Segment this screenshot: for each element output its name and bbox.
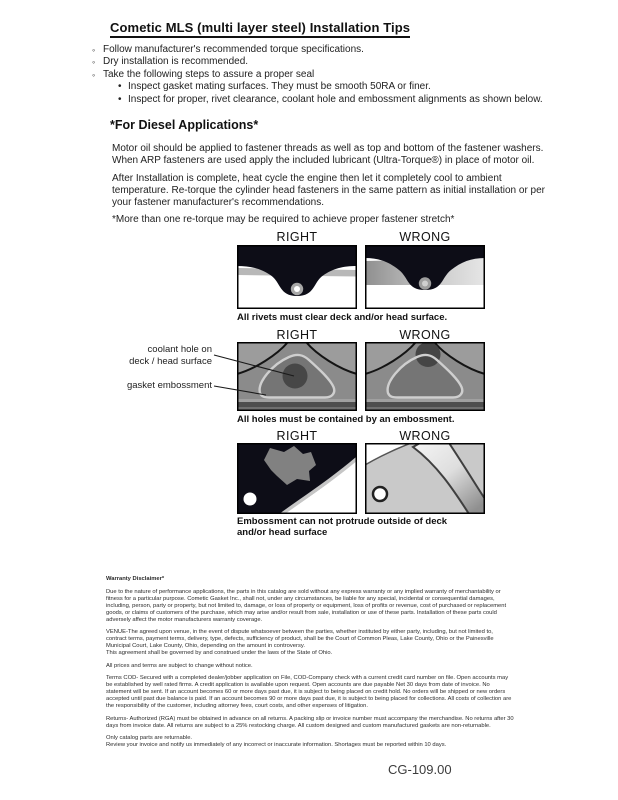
legal-paragraph: Review your invoice and notify us immediately of any incorrect or inaccurate information. Shortages must be reported within 10 days. <box>106 742 447 748</box>
legal-paragraph: Due to the nature of performance applications, the parts in this catalog are sold without any express warranty or any implied warranty of merchantability or fitness for a particular purpose. Cometic Gasket Inc., shall not, under any circumstances, be liable for any special, incidental or consequential damages, including, person, party or property, but not limited to, damage, or loss of property or equipment, loss of profits or revenue, cost of purchased or replacement goods, or claims of customers of the purchase, which may arise and/or result from sale, installation or use of these parts. Installation of these parts could adversely affect the motor manufacturers warranty coverage. <box>106 588 507 623</box>
installation-tips-list <box>92 44 543 106</box>
tip-text: Inspect for proper, rivet clearance, coolant hole and embossment alignments as shown below. <box>128 93 543 105</box>
dot-bullet-icon: • <box>118 81 122 93</box>
list-item <box>118 94 543 106</box>
tip-text: Dry installation is recommended. <box>103 56 249 68</box>
embossment-caption: Embossment can not protrude outside of deck and/or head surface <box>237 516 448 538</box>
diagram-embossment-right-image <box>237 443 357 514</box>
legal-paragraph: All prices and terms are subject to change without notice. <box>106 662 253 669</box>
legal-paragraph: Returns- Authorized (RGA) must be obtained in advance on all returns. A packing slip or invoice number must accompany the merchandise. No returns after 30 days from invoice date. All returns are subject to a 25% restocking charge. All custom designed and custom manufactured gaskets are non-returnable. <box>106 715 514 729</box>
right-label: RIGHT <box>276 230 318 244</box>
diagram-embossment-wrong-image <box>365 443 485 514</box>
callout-text: coolant hole on <box>147 344 212 355</box>
circle-bullet-icon: ◦ <box>92 45 96 55</box>
diesel-applications-heading: *For Diesel Applications* <box>110 118 259 132</box>
tip-text: Inspect gasket mating surfaces. They must be smooth 50RA or finer. <box>128 81 431 93</box>
list-item <box>92 56 543 68</box>
retorque-note: *More than one re-torque may be required to achieve proper fastener stretch* <box>112 214 455 225</box>
tip-text: Take the following steps to assure a proper seal <box>103 68 315 80</box>
callout-text: deck / head surface <box>129 355 212 367</box>
legal-paragraph: Terms COD- Secured with a completed dealer/jobber application on File, COD-Company check with a current credit card number on file. Open accounts may be established by well rated firms. A credit application is available upon request. Open accounts are due payable Net 30 days from date of invoice. No statement will be sent. If an account becomes 60 or more days past due, it is subject to being placed on credit hold. No orders will be shipped or new orders accepted until past due balance is paid. If an account becomes 90 or more days past due, it is subject to being placed for collections. All costs of collection are the responsibility of the customer, including attorney fees, court costs, and other expenses of litigation. <box>106 675 512 709</box>
coolant-hole-callout <box>100 344 212 367</box>
right-label: RIGHT <box>276 429 318 443</box>
dot-bullet-icon: • <box>118 93 122 105</box>
diesel-paragraph-1: Motor oil should be applied to fastener threads as well as top and bottom of the fastener washers. When ARP fasteners are used apply the included lubricant (Ultra-Torque®) in place of motor oil. <box>112 143 544 166</box>
circle-bullet-icon: ◦ <box>92 57 96 68</box>
page-number: CG-109.00 <box>388 762 452 777</box>
hole-caption: All holes must be contained by an embossment. <box>237 414 455 425</box>
callout-connector-lines <box>212 348 304 404</box>
tip-text: Follow manufacturer's recommended torque specifications. <box>103 44 364 55</box>
wrong-label: WRONG <box>399 230 451 244</box>
list-item <box>118 81 543 93</box>
legal-paragraph: Only catalog parts are returnable. <box>106 735 193 741</box>
diesel-paragraph-2: After Installation is complete, heat cycle the engine then let it completely cool to ambient temperature. Re-torque the cylinder head fasteners in the same pattern as initial installation or per your fastener manufacturer's recommendations. <box>112 173 546 208</box>
diagram-rivet-wrong-image <box>365 245 485 309</box>
circle-bullet-icon: ◦ <box>92 69 96 80</box>
list-item <box>92 69 543 81</box>
diagram-hole-wrong-image <box>365 342 485 411</box>
rivet-caption: All rivets must clear deck and/or head surface. <box>237 312 448 323</box>
right-label: RIGHT <box>276 328 318 342</box>
gasket-embossment-callout: gasket embossment <box>126 380 212 391</box>
wrong-label: WRONG <box>399 328 451 342</box>
warranty-disclaimer-heading: Warranty Disclaimer* <box>106 576 165 582</box>
wrong-label: WRONG <box>399 429 451 443</box>
legal-paragraph: VENUE-The agreed upon venue, in the event of dispute whatsoever between the parties, whether instituted by either party, including, but not limited to, contract terms, payment terms, delivery, type, defects, sufficiency of product, shall be the Court of Common Pleas, Lake County, Ohio or the Painesville Municipal Court, Lake County, Ohio, depending on the amount in controversy. <box>106 629 494 649</box>
warranty-disclaimer-section <box>106 576 514 755</box>
list-item <box>92 44 543 56</box>
legal-paragraph: This agreement shall be governed by and construed under the laws of the State of Ohio. <box>106 650 333 656</box>
diagram-rivet-right-image <box>237 245 357 309</box>
page-title: Cometic MLS (multi layer steel) Installation Tips <box>110 20 410 38</box>
